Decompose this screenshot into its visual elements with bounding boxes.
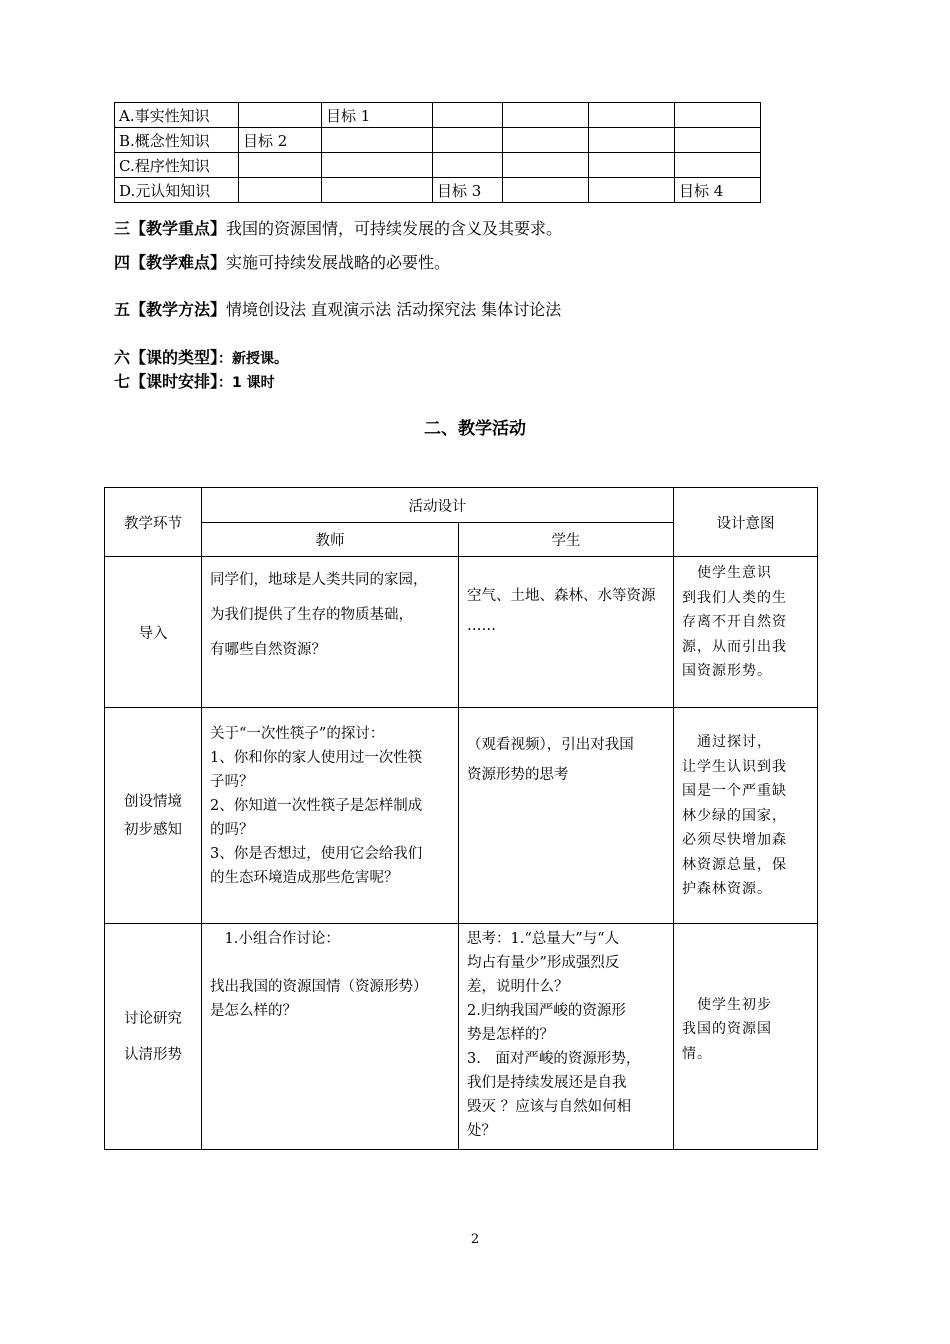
teacher-cell [202,924,459,1150]
knowledge-cell [433,128,503,153]
knowledge-label: A.事实性知识 [115,103,239,128]
knowledge-cell [503,153,589,178]
knowledge-table [114,102,761,203]
stage-text: 导入 [138,625,168,642]
activity-table [104,487,818,1150]
knowledge-row [115,103,761,128]
knowledge-label: D.元认知知识 [115,178,239,203]
header-stage: 教学环节 [105,488,202,557]
knowledge-cell [503,178,589,203]
header-student: 学生 [459,523,674,557]
methods-label: 五【教学方法】 [114,300,227,319]
schedule-label: 七【课时安排】 [114,372,219,391]
schedule-text: ：1 课时 [218,375,275,391]
knowledge-row [115,178,761,203]
cell-line: 林资源总量，保 [682,856,787,873]
knowledge-row [115,153,761,178]
cell-line: 有哪些自然资源？ [210,642,326,658]
table-row [105,924,818,1150]
cell-line: 我们是持续发展还是自我 [467,1075,627,1091]
lesson-type-label: 六【课的类型】 [114,348,219,367]
stage-cell [105,557,202,708]
knowledge-cell [589,128,675,153]
difficulties-label: 四【教学难点】 [114,253,227,272]
header-intent: 设计意图 [674,488,818,557]
cell-line: 使学生意识 [682,565,772,581]
cell-line: 情。 [682,1045,712,1062]
knowledge-cell [675,153,761,178]
cell-line: 资源形势的思考 [467,767,569,783]
cell-line: 讨论研究 [124,1010,182,1027]
cell-line: 为我们提供了生存的物质基础， [210,607,413,623]
intent-cell [674,924,818,1150]
cell-line: 让学生认识到我 [682,758,787,775]
knowledge-cell: 目标 3 [433,178,503,203]
knowledge-cell [503,128,589,153]
cell-line: 2.归纳我国严峻的资源形 [467,1003,626,1019]
cell-line: 空气、土地、森林、水等资源 [467,588,656,604]
key-points-line [114,216,562,239]
cell-line: 国资源形势。 [682,663,772,679]
cell-line: 初步感知 [124,821,182,838]
intent-cell [674,557,818,708]
page-number: 2 [470,1232,480,1247]
header-design: 活动设计 [202,488,674,523]
knowledge-cell [239,178,322,203]
lesson-type-text: ：新授课。 [218,351,289,367]
cell-line: 是怎么样的？ [210,1003,297,1019]
stage-cell [105,708,202,924]
cell-line: 均占有量少”形成强烈反 [467,955,620,971]
header-teacher: 教师 [202,523,459,557]
cell-line: 1、你和你的家人使用过一次性筷 [210,750,423,766]
cell-line: 到我们人类的生 [682,589,787,606]
cell-line: 子吗？ [210,774,254,790]
cell-line: 护森林资源。 [682,881,772,897]
knowledge-cell [239,103,322,128]
cell-line: 创设情境 [124,793,182,810]
knowledge-cell: 目标 4 [675,178,761,203]
cell-line: 的吗？ [210,822,254,838]
knowledge-cell [433,103,503,128]
cell-line: 思考：1.“总量大”与“人 [467,931,620,947]
knowledge-cell [589,103,675,128]
key-points-text: 我国的资源国情，可持续发展的含义及其要求。 [226,219,563,238]
difficulties-line [114,250,450,273]
cell-line: 3、你是否想过，使用它会给我们 [210,846,423,862]
cell-line: 3. 面对严峻的资源形势， [467,1051,641,1067]
cell-line: 我国的资源国 [682,1021,772,1037]
key-points-label: 三【教学重点】 [114,219,227,238]
table-row [105,708,818,924]
cell-line: 毁灭 ？应该与自然如何相 [467,1099,632,1115]
cell-line [210,951,450,975]
cell-line: 找出我国的资源国情（资源形势） [210,979,428,995]
knowledge-cell [322,178,433,203]
table-row [105,557,818,708]
knowledge-cell [239,153,322,178]
student-cell [459,708,674,924]
knowledge-cell [589,178,675,203]
cell-line: 1.小组合作讨论： [210,931,340,947]
knowledge-cell [675,103,761,128]
difficulties-text: 实施可持续发展战略的必要性。 [226,253,451,272]
cell-line: 2、你知道一次性筷子是怎样制成 [210,798,423,814]
knowledge-cell [322,153,433,178]
knowledge-label: B.概念性知识 [115,128,239,153]
cell-line: 认清形势 [124,1046,182,1063]
knowledge-row [115,128,761,153]
cell-line: …… [467,618,496,634]
cell-line: 关于“一次性筷子”的探讨： [210,726,385,742]
knowledge-cell: 目标 1 [322,103,433,128]
knowledge-label: C.程序性知识 [115,153,239,178]
knowledge-cell: 目标 2 [239,128,322,153]
activity-title: 二、教学活动 [424,419,526,439]
methods-line [114,297,561,320]
lesson-type-line [114,345,288,368]
cell-line [682,968,809,993]
student-cell [459,557,674,708]
knowledge-cell [675,128,761,153]
cell-line: 势是怎样的？ [467,1027,554,1043]
student-cell [459,924,674,1150]
cell-line: 使学生初步 [682,996,772,1013]
knowledge-cell [503,103,589,128]
teacher-cell [202,708,459,924]
cell-line: 必须尽快增加森 [682,832,787,848]
cell-line: （观看视频），引出对我国 [467,737,634,753]
cell-line: 的生态环境造成那些危害呢？ [210,870,399,886]
knowledge-cell [433,153,503,178]
cell-line: 同学们，地球是人类共同的家园， [210,572,428,588]
stage-cell [105,924,202,1150]
methods-text: 情境创设法 直观演示法 活动探究法 集体讨论法 [226,300,562,319]
cell-line: 国是一个严重缺 [682,783,787,799]
schedule-line [114,369,275,392]
cell-line: 差，说明什么？ [467,979,569,995]
cell-line: 源，从而引出我 [682,638,787,655]
knowledge-cell [589,153,675,178]
cell-line: 通过探讨， [682,734,772,750]
cell-line: 林少绿的国家， [682,807,787,824]
intent-cell [674,708,818,924]
cell-line: 处？ [467,1123,496,1139]
teacher-cell [202,557,459,708]
cell-line: 存离不开自然资 [682,614,787,630]
knowledge-cell [322,128,433,153]
